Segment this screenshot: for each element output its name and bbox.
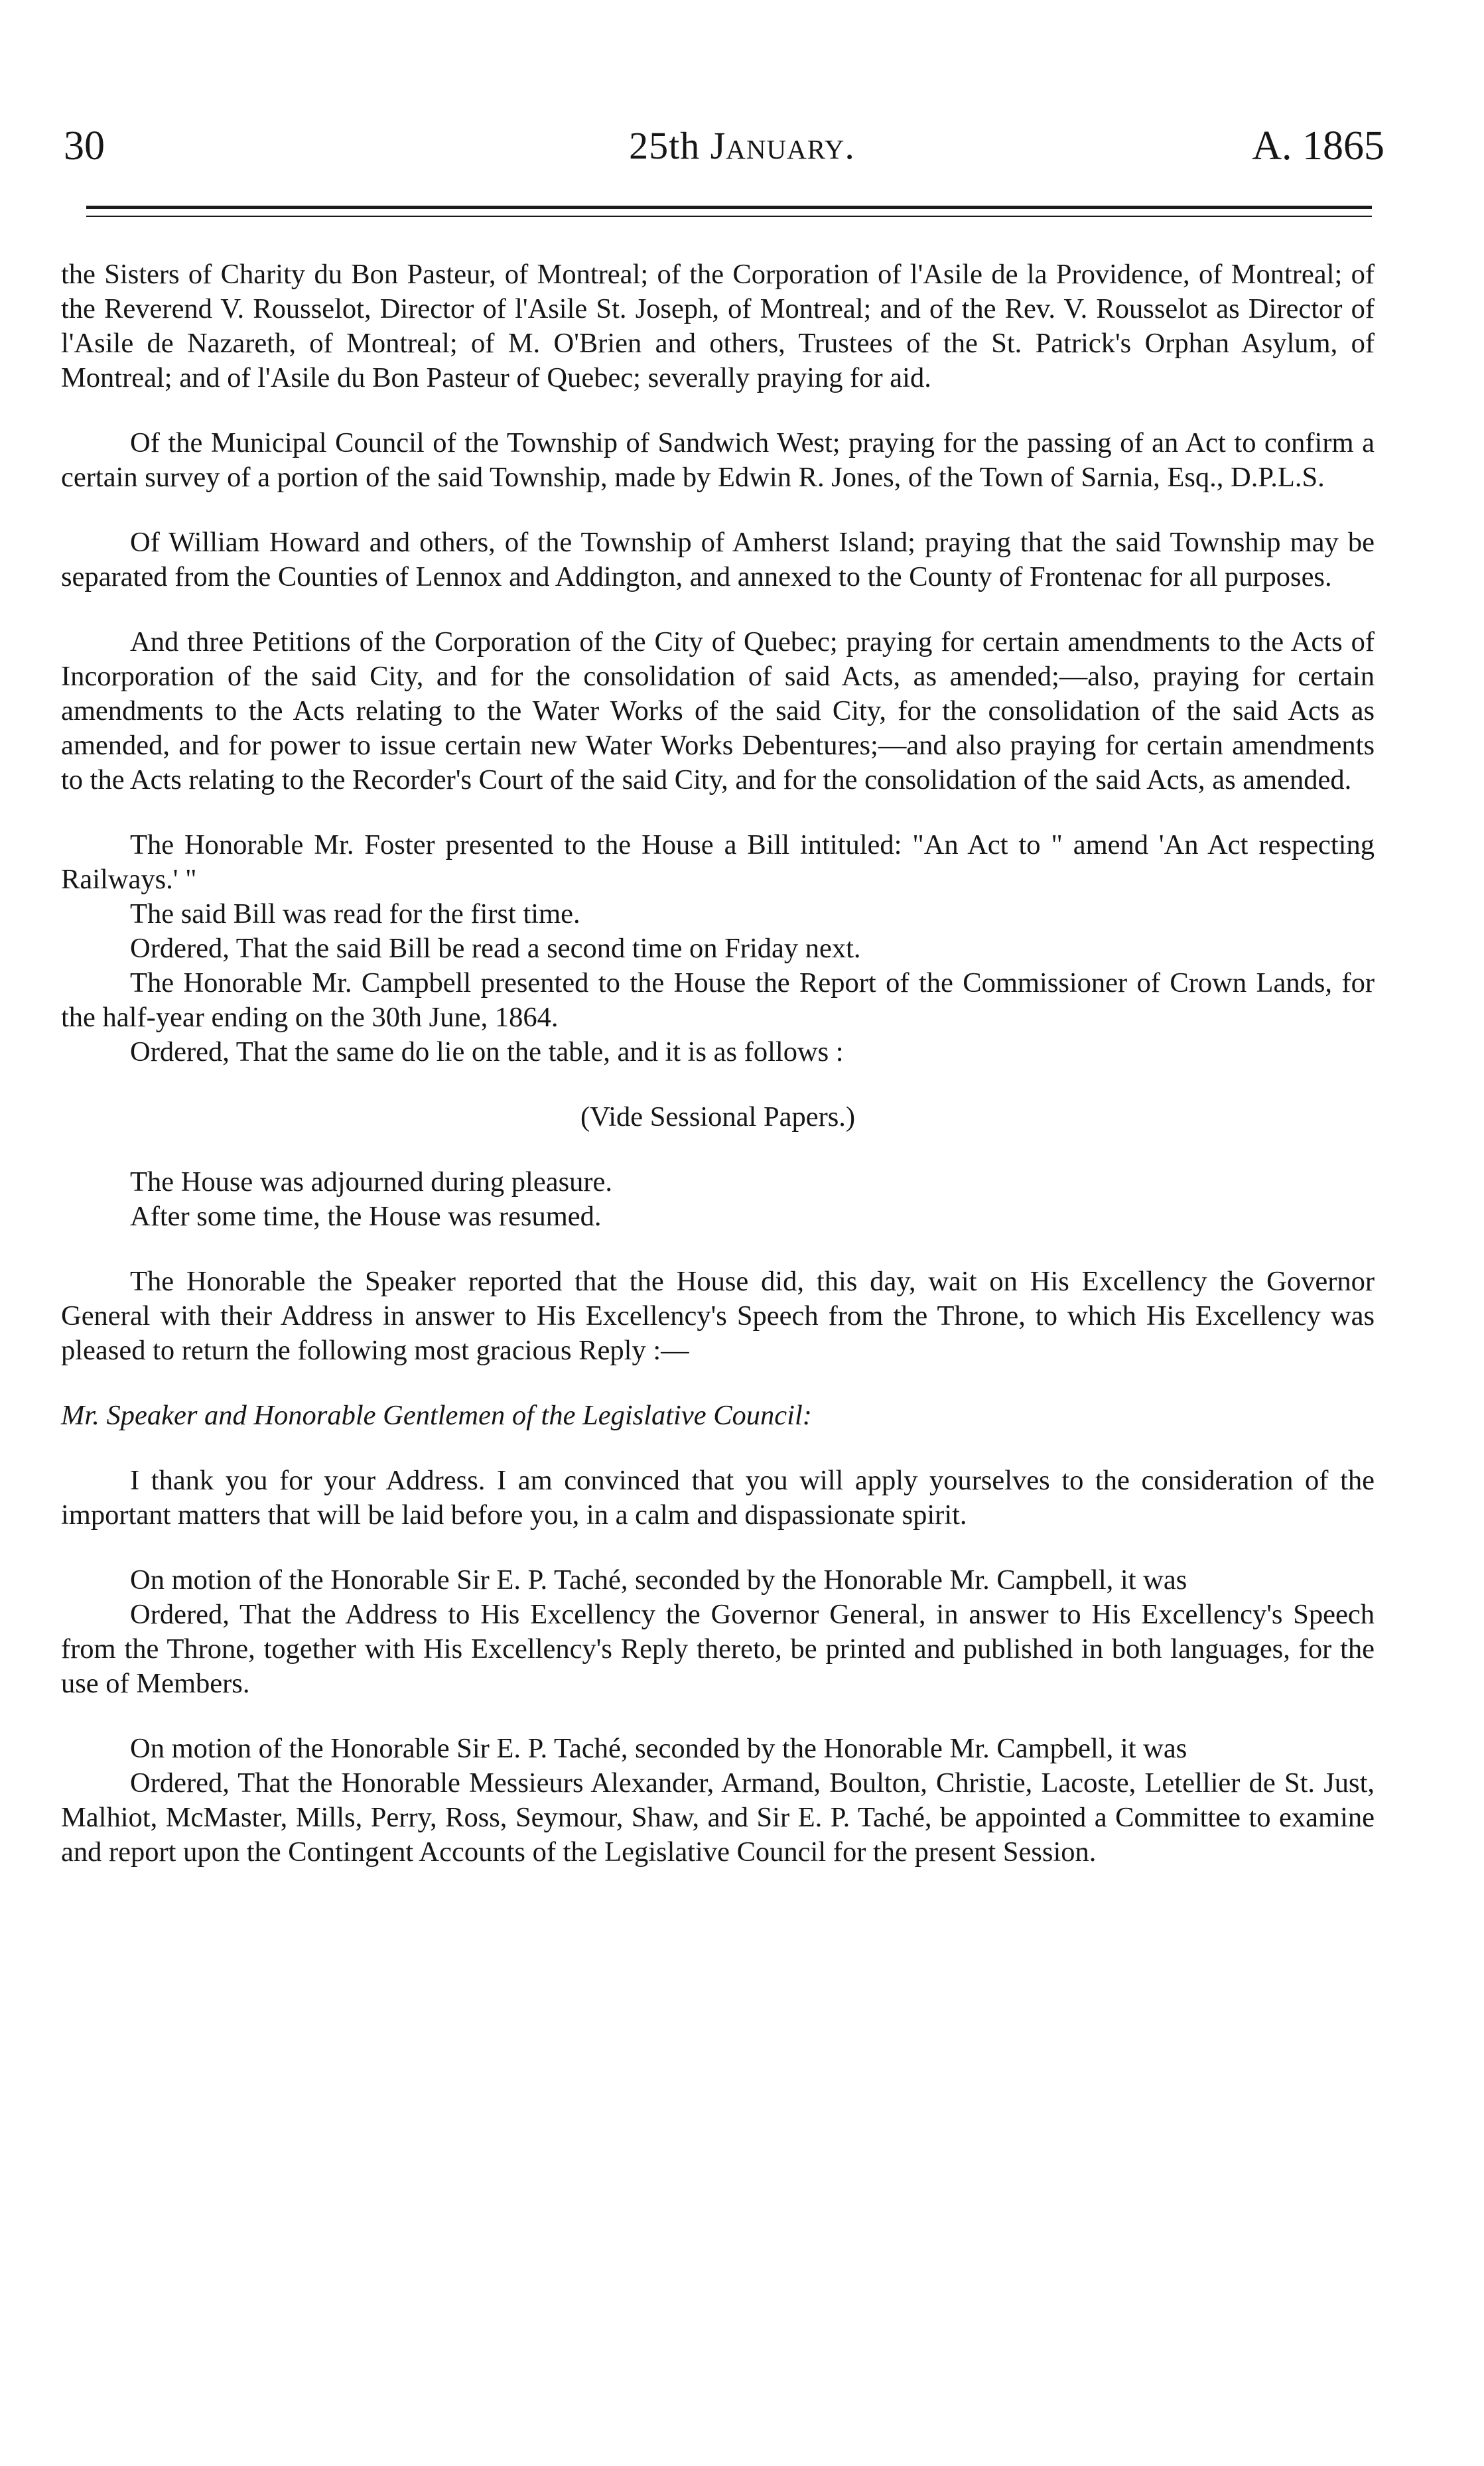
speaker-report: The Honorable the Speaker reported that the House did, this day, wait on His Excellency the Governor General with their Address in answer to His Excellency's Speech from the Throne, to which His Excellency was pleased to return the following most gracious Reply :— [61, 1266, 1375, 1366]
motion-tache-2: On motion of the Honorable Sir E. P. Taché, seconded by the Honorable Mr. Campbell, it was [130, 1733, 1187, 1764]
date-day: 25th [629, 124, 701, 167]
report-table-order: Ordered, That the same do lie on the table, and it is as follows : [130, 1036, 844, 1067]
journal-text [61, 257, 1375, 1870]
page-number: 30 [64, 123, 105, 169]
petitions-city-of-quebec: And three Petitions of the Corporation of the City of Quebec; praying for certain amendments to the Acts of Incorporation of the said City, and for the consolidation of said Acts, as amended;—also, praying for certain amendments to the Acts relating to the Water Works of the said City, for the consolidation of the said Acts as amended, and for power to issue certain new Water Works Debentures;—and also praying for certain amendments to the Acts relating to the Recorder's Court of the said City, and for the consolidation of the said Acts, as amended. [61, 626, 1375, 795]
reply-salutation [61, 1399, 1375, 1433]
house-resumed: After some time, the House was resumed. [130, 1201, 602, 1232]
vide-sessional-papers: (Vide Sessional Papers.) [580, 1101, 856, 1132]
header-rule-thin [86, 216, 1372, 217]
house-adjourned: The House was adjourned during pleasure. [130, 1166, 613, 1198]
order-print-address: Ordered, That the Address to His Excellency the Governor General, in answer to His Excellency's Speech from the Throne, together with His Excellency's Reply thereto, be printed and published in both languages, for the use of Members. [61, 1599, 1375, 1699]
bill-second-reading-order: Ordered, That the said Bill be read a second time on Friday next. [130, 933, 861, 964]
petitions-montreal-quebec: the Sisters of Charity du Bon Pasteur, of Montreal; of the Corporation of l'Asile de la Providence, of Montreal; of the Reverend V. Rousselot, Director of l'Asile St. Joseph, of Montreal; and of the Rev. V. Rousselot as Director of l'Asile de Nazareth, of Montreal; of M. O'Brien and others, Trustees of the St. Patrick's Orphan Asylum, of Montreal; and of l'Asile du Bon Pasteur of Quebec; severally praying for aid. [61, 259, 1375, 393]
bill-presented-foster: The Honorable Mr. Foster presented to the House a Bill intituled: "An Act to " amend 'An Act respecting Railways.' " [61, 829, 1375, 895]
crown-lands-report: The Honorable Mr. Campbell presented to the House the Report of the Commissioner of Crown Lands, for the half-year ending on the 30th June, 1864. [61, 967, 1375, 1033]
petition-amherst-island: Of William Howard and others, of the Township of Amherst Island; praying that the said Township may be separated from the Counties of Lennox and Addington, and annexed to the County of Frontenac for all purposes. [61, 527, 1375, 592]
motion-tache-1: On motion of the Honorable Sir E. P. Taché, seconded by the Honorable Mr. Campbell, it was [130, 1564, 1187, 1596]
year: A. 1865 [1252, 123, 1384, 169]
petition-sandwich-west: Of the Municipal Council of the Township of Sandwich West; praying for the passing of an Act to confirm a certain survey of a portion of the said Township, made by Edwin R. Jones, of the Town of Sarnia, Esq., D.P.L.S. [61, 427, 1375, 493]
order-contingent-committee: Ordered, That the Honorable Messieurs Alexander, Armand, Boulton, Christie, Lacoste, Letellier de St. Just, Malhiot, McMaster, Mills, Perry, Ross, Seymour, Shaw, and Sir E. P. Taché, be appointed a Committee to examine and report upon the Contingent Accounts of the Legislative Council for the present Session. [61, 1767, 1375, 1868]
governor-reply: I thank you for your Address. I am convinced that you will apply yourselves to the consideration of the important matters that will be laid before you, in a calm and dispassionate spirit. [61, 1465, 1375, 1531]
reply-salutation-text: Mr. Speaker and Honorable Gentlemen of the Legislative Council: [61, 1400, 812, 1431]
page-header [0, 0, 1484, 172]
bill-first-reading: The said Bill was read for the first time. [130, 898, 580, 929]
header-rule-thick [86, 206, 1372, 209]
date-month: January. [710, 124, 855, 167]
